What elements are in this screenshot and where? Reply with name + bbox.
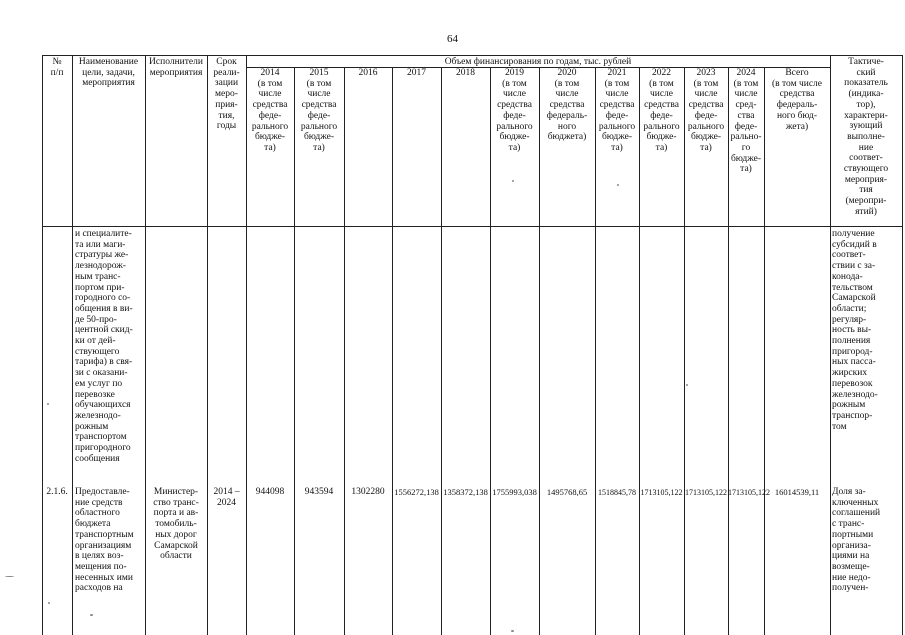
row-indicator: Доля за- ключенных соглашений с транс- портными организа- циями на возмеще- ние недо- получен- bbox=[832, 487, 881, 594]
year-label: 2023 bbox=[696, 68, 716, 78]
header-year-2016 bbox=[344, 68, 392, 79]
value-2021: 1518845,78 bbox=[598, 488, 636, 497]
header-total: Всего (в том числе средства федераль- ного бюд- жета) bbox=[771, 68, 823, 132]
year-label: 2018 bbox=[456, 68, 475, 78]
scan-speck bbox=[48, 602, 50, 604]
header-executor: Исполнители мероприятия bbox=[149, 57, 203, 78]
scan-speck bbox=[686, 384, 688, 386]
value-2023: 1713105,122 bbox=[685, 488, 727, 497]
year-label: 2014 bbox=[260, 68, 280, 78]
value-2022: 1713105,122 bbox=[640, 488, 683, 497]
value-2016: 1302280 bbox=[351, 487, 385, 497]
row-executor: Министер- ство транс- порта и ав- томобиль- ных дорог Самарской области bbox=[153, 487, 199, 562]
column-rule bbox=[207, 55, 208, 635]
year-label: 2016 bbox=[358, 68, 378, 78]
scan-speck bbox=[47, 403, 49, 405]
year-label: 2024 bbox=[736, 68, 756, 78]
column-rule bbox=[539, 67, 540, 635]
row-term: 2014 – 2024 bbox=[213, 487, 240, 508]
year-note: (в том числе сред- ства феде- рально- го бюдже- та) bbox=[730, 78, 762, 175]
table-top-rule bbox=[42, 55, 902, 56]
header-year-2014 bbox=[246, 68, 294, 154]
column-rule bbox=[344, 67, 345, 635]
header-year-2024 bbox=[728, 68, 764, 175]
year-note: (в том числе средства феде- рального бюдже- та) bbox=[643, 78, 680, 153]
value-2018: 1358372,138 bbox=[443, 487, 488, 497]
value-2020: 1495768,65 bbox=[546, 487, 588, 497]
header-indicator: Тактиче- ский показатель (индика- тор), характери- зующий выполне- ние соответ- ствующего мероприя- тия (меропри- ятий) bbox=[843, 57, 889, 217]
column-rule bbox=[902, 55, 903, 635]
year-label: 2017 bbox=[407, 68, 426, 78]
header-year-2023 bbox=[684, 68, 728, 154]
scan-speck bbox=[90, 614, 93, 616]
continuation-indicator: получение субсидий в соответ- ствии с за- конода- тельством Самарской области; регуляр- ность вы- полнения пригород- ных пасса- жирских перевозок железнодо- рожным транспор- том bbox=[832, 229, 878, 432]
year-label: 2019 bbox=[505, 68, 524, 78]
page-number: 64 bbox=[447, 33, 458, 45]
year-note: (в том числе средства феде- рального бюдже- та) bbox=[300, 78, 338, 153]
value-2024: 1713105,122 bbox=[728, 488, 770, 497]
scan-speck bbox=[5, 576, 14, 577]
value-2017: 1556272,138 bbox=[394, 487, 439, 497]
column-rule bbox=[72, 55, 73, 635]
header-year-2019 bbox=[490, 68, 539, 154]
header-year-2017 bbox=[392, 68, 441, 79]
value-2015: 943594 bbox=[304, 487, 334, 497]
header-name: Наименование цели, задачи, мероприятия bbox=[78, 57, 139, 89]
year-note: (в том числе средства федераль- ного бюджета) bbox=[546, 78, 588, 143]
header-year-2021 bbox=[595, 68, 639, 154]
header-year-2022 bbox=[639, 68, 684, 154]
year-label: 2021 bbox=[607, 68, 627, 78]
year-note: (в том числе средства феде- рального бюдже- та) bbox=[598, 78, 636, 153]
column-rule bbox=[441, 67, 442, 635]
value-2014: 944098 bbox=[255, 487, 285, 497]
header-number: № п/п bbox=[50, 57, 64, 78]
scan-speck bbox=[512, 180, 514, 182]
value-2019: 1755993,038 bbox=[492, 487, 537, 497]
continuation-name: и специалите- та или маги- стратуры же- лезнодорож- ным транс- портом при- городного со- общения в ви- де 50-про- центной скид- ки от дей- ствующего тарифа) в свя- зи с оказани- ем услуг по перевозке обучающихся железнодо- рожным транспортом пригородного сообщения bbox=[75, 229, 133, 464]
header-year-2020 bbox=[539, 68, 595, 143]
scan-speck bbox=[617, 184, 619, 186]
value-total: 16014539,11 bbox=[774, 487, 820, 497]
header-year-2018 bbox=[441, 68, 490, 79]
header-term: Срок реали- зации меро- прия- тия, годы bbox=[213, 57, 240, 132]
year-label: 2022 bbox=[652, 68, 671, 78]
scan-speck bbox=[511, 630, 514, 632]
year-label: 2020 bbox=[557, 68, 577, 78]
year-note: (в том числе средства феде- рального бюдже- та) bbox=[687, 78, 725, 153]
year-label: 2015 bbox=[309, 68, 329, 78]
row-number: 2.1.6. bbox=[46, 487, 68, 497]
row-name: Предоставле- ние средств областного бюджета транспортным организациям в целях воз- мещения по- несенных ими расходов на bbox=[75, 487, 134, 594]
column-rule bbox=[764, 67, 765, 635]
header-funding-title: Объем финансирования по годам, тыс. рублей bbox=[444, 57, 632, 67]
column-rule bbox=[42, 55, 43, 635]
column-rule bbox=[392, 67, 393, 635]
header-year-2015 bbox=[294, 68, 344, 154]
header-bottom-rule bbox=[42, 226, 902, 227]
year-note: (в том числе средства феде- рального бюдже- та) bbox=[496, 78, 533, 153]
year-note: (в том числе средства феде- рального бюдже- та) bbox=[251, 78, 289, 153]
